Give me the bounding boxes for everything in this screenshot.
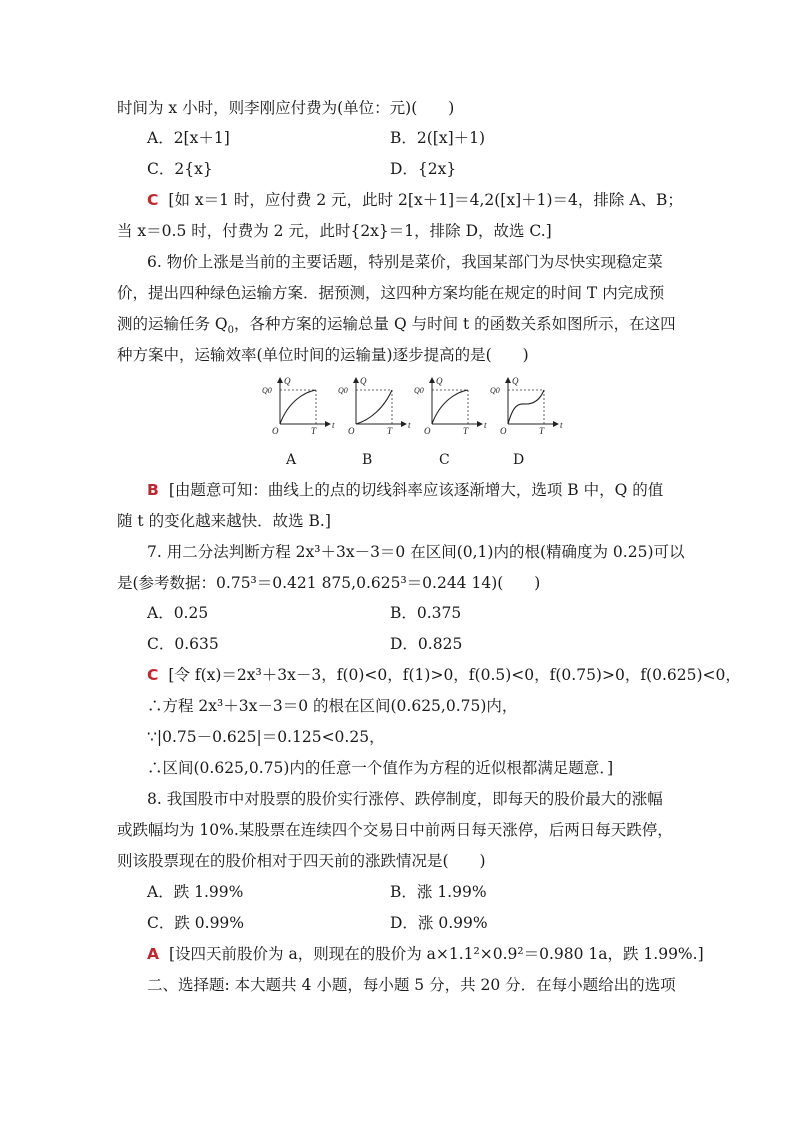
q7-solution-line-3: ∵|0.75－0.625|＝0.125<0.25， xyxy=(147,728,385,746)
Q-label: Q xyxy=(360,376,367,386)
q8-stem-line-3: 则该股票现在的股价相对于四天前的涨跌情况是( ) xyxy=(117,852,486,870)
q6-stem-line-2: 价，提出四种绿色运输方案．据预测，这四种方案均能在规定的时间 T 内完成预 xyxy=(117,284,665,302)
q5-solution-line-2: 当 x＝0.5 时，付费为 2 元，此时{2x}＝1，排除 D，故选 C.] xyxy=(117,222,552,240)
q6-solution-text-1: [由题意可知：曲线上的点的切线斜率应该逐渐增大，选项 B 中，Q 的值 xyxy=(168,481,664,499)
q-t-curve xyxy=(280,390,316,424)
q8-stem-line-2: 或跌幅均为 10%.某股票在连续四个交易日中前两日每天涨停，后两日每天跌停， xyxy=(117,821,673,839)
q6-graph-a xyxy=(262,376,335,436)
q6-stem-line-4: 种方案中，运输效率(单位时间的运输量)逐步提高的是( ) xyxy=(117,346,529,364)
q6-solution-line-2: 随 t 的变化越来越快．故选 B.] xyxy=(117,512,331,530)
t-label: t xyxy=(332,420,335,430)
q6-stem-line-3 xyxy=(117,314,676,337)
t-label: t xyxy=(408,420,411,430)
q6-stem-3a: 测的运输任务 Q xyxy=(117,315,228,333)
q5-option-a: A．2[x＋1] xyxy=(147,129,230,147)
q6-stem-line-1: 6. 物价上涨是当前的主要话题，特别是菜价，我国某部门为尽快实现稳定菜 xyxy=(147,253,663,271)
q-t-curve xyxy=(432,390,468,424)
q7-answer: C xyxy=(147,666,159,684)
q8-answer: A xyxy=(147,945,159,963)
q6-stem-3-sub: 0 xyxy=(227,325,235,337)
q5-option-c: C．2{x} xyxy=(147,160,213,178)
q-t-curve xyxy=(356,390,392,424)
q5-answer: C xyxy=(147,191,159,209)
q7-stem-line-2: 是(参考数据：0.75³＝0.421 875,0.625³＝0.244 14)( ) xyxy=(117,574,541,592)
t-label: t xyxy=(484,420,487,430)
origin-label: O xyxy=(424,426,431,436)
q7-option-a: A．0.25 xyxy=(147,604,209,622)
T-label: T xyxy=(387,426,393,436)
Q0-label: Q0 xyxy=(262,386,272,395)
T-label: T xyxy=(463,426,469,436)
Q-label: Q xyxy=(284,376,291,386)
origin-label: O xyxy=(348,426,355,436)
q8-option-c: C．跌 0.99% xyxy=(147,914,245,932)
q8-solution-text-1: [设四天前股价为 a，则现在的股价为 a×1.1²×0.9²＝0.980 1a，跌 1.99%.] xyxy=(169,945,704,963)
q6-figure-label-d: D xyxy=(513,452,525,468)
q5-solution-line-1 xyxy=(147,190,683,210)
T-label: T xyxy=(539,426,545,436)
q7-option-d: D．0.825 xyxy=(390,635,463,653)
q8-solution-line-1 xyxy=(147,944,704,964)
q7-solution-line-2: ∴方程 2x³＋3x－3＝0 的根在区间(0.625,0.75)内， xyxy=(147,697,518,715)
Q-label: Q xyxy=(436,376,443,386)
origin-label: O xyxy=(272,426,279,436)
section-2-heading: 二、选择题: 本大题共 4 小题，每小题 5 分，共 20 分．在每小题给出的选项 xyxy=(147,976,676,994)
q5-stem: 时间为 x 小时，则李刚应付费为(单位：元)( ) xyxy=(117,99,455,117)
Q-label: Q xyxy=(512,376,519,386)
q6-figure-label-a: A xyxy=(286,452,297,468)
q8-option-d: D．涨 0.99% xyxy=(390,914,488,932)
q6-answer: B xyxy=(147,481,159,499)
q6-graph-b xyxy=(338,376,411,436)
q7-option-b: B．0.375 xyxy=(390,604,462,622)
T-label: T xyxy=(311,426,317,436)
origin-label: O xyxy=(500,426,507,436)
q6-solution-line-1 xyxy=(147,480,663,500)
q5-option-b: B．2([x]＋1) xyxy=(390,129,486,147)
q7-solution-line-1 xyxy=(147,665,741,685)
q6-figure-label-b: B xyxy=(362,452,373,468)
Q0-label: Q0 xyxy=(414,386,424,395)
q8-stem-line-1: 8. 我国股市中对股票的股价实行涨停、跌停制度，即每天的股价最大的涨幅 xyxy=(147,790,663,808)
q7-option-c: C．0.635 xyxy=(147,635,219,653)
q8-option-a: A．跌 1.99% xyxy=(147,883,244,901)
q6-graph-c xyxy=(414,376,487,436)
q6-figure xyxy=(260,374,563,444)
q7-solution-line-4: ∴区间(0.625,0.75)内的任意一个值作为方程的近似根都满足题意．] xyxy=(147,759,614,777)
Q0-label: Q0 xyxy=(490,386,500,395)
q-t-curve xyxy=(508,390,544,424)
t-label: t xyxy=(560,420,563,430)
q5-solution-text-1: [如 x＝1 时，应付费 2 元，此时 2[x＋1]＝4,2([x]＋1)＝4，排除 A、B； xyxy=(168,191,683,209)
q6-stem-3b: ，各种方案的运输总量 Q 与时间 t 的函数关系如图所示，在这四 xyxy=(234,315,676,333)
q6-figure-label-c: C xyxy=(439,452,450,468)
q5-option-d: D．{2x} xyxy=(390,160,457,178)
q7-stem-line-1: 7. 用二分法判断方程 2x³＋3x－3＝0 在区间(0,1)内的根(精确度为 0.25)可以 xyxy=(147,543,685,561)
q8-option-b: B．涨 1.99% xyxy=(390,883,487,901)
Q0-label: Q0 xyxy=(338,386,348,395)
q6-graph-d xyxy=(490,376,563,436)
q7-solution-text-1: [令 f(x)＝2x³＋3x－3，f(0)<0，f(1)>0，f(0.5)<0，f(0.75)>0，f(0.625)<0， xyxy=(168,666,741,684)
